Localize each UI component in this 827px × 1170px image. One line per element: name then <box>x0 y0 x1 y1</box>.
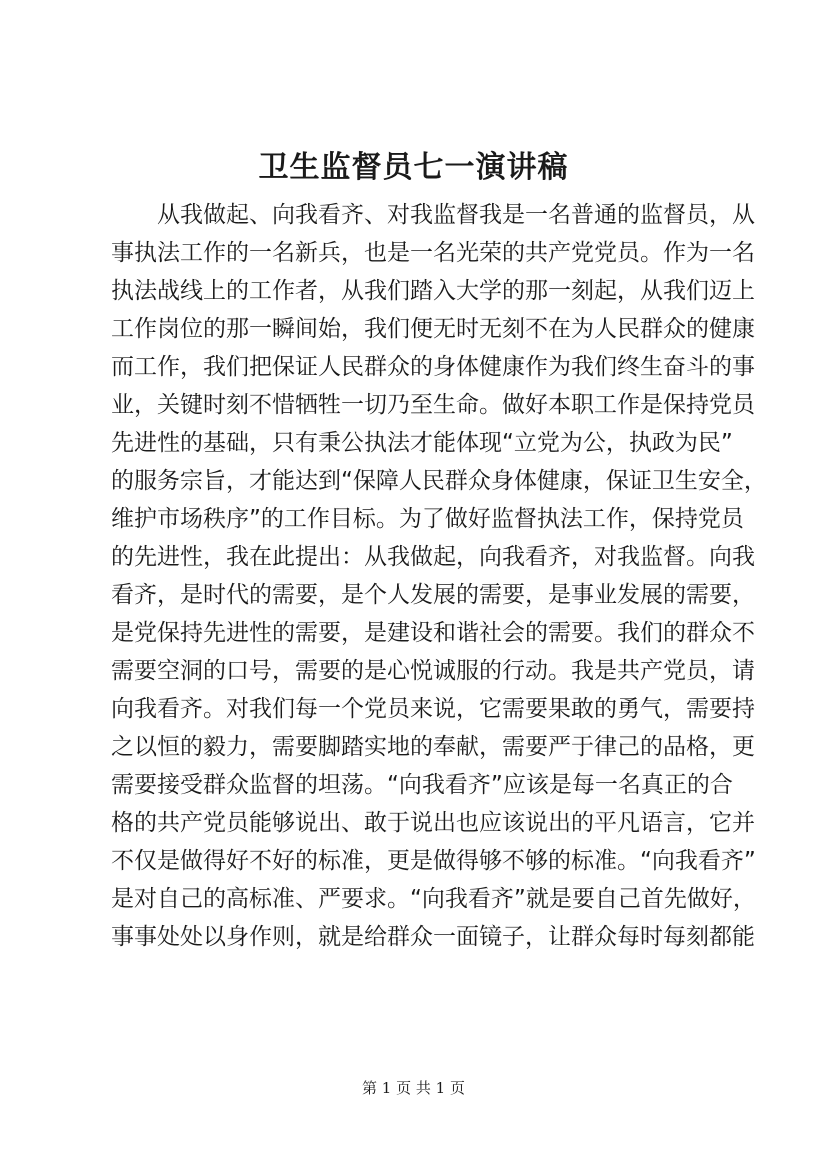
body-line: 是党保持先进性的需要，是建设和谐社会的需要。我们的群众不 <box>111 620 755 646</box>
body-line: 格的共产党员能够说出、敢于说出也应该说出的平凡语言，它并 <box>111 810 755 836</box>
body-line: 看齐，是时代的需要，是个人发展的需要，是事业发展的需要， <box>111 582 755 608</box>
body-line: 需要空洞的口号，需要的是心悦诚服的行动。我是共产党员，请 <box>111 658 755 684</box>
body-line: 执法战线上的工作者，从我们踏入大学的那一刻起，从我们迈上 <box>111 278 755 304</box>
document-title: 卫生监督员七一演讲稿 <box>258 150 569 185</box>
body-line: 工作岗位的那一瞬间始，我们便无时无刻不在为人民群众的健康 <box>111 316 755 342</box>
body-line: 的先进性，我在此提出：从我做起，向我看齐，对我监督。向我 <box>111 544 755 570</box>
body-line: 业，关键时刻不惜牺牲一切乃至生命。做好本职工作是保持党员 <box>111 392 755 418</box>
body-line: 需要接受群众监督的坦荡。“向我看齐”应该是每一名真正的合 <box>111 772 733 798</box>
body-line: 从我做起、向我看齐、对我监督我是一名普通的监督员，从 <box>157 202 755 228</box>
page-number-footer: 第 1 页 共 1 页 <box>362 1079 465 1097</box>
body-line: 而工作，我们把保证人民群众的身体健康作为我们终生奋斗的事 <box>111 354 755 380</box>
body-line: 事执法工作的一名新兵，也是一名光荣的共产党党员。作为一名 <box>111 240 755 266</box>
body-line: 是对自己的高标准、严要求。“向我看齐”就是要自己首先做好， <box>111 886 756 912</box>
body-line: 向我看齐。对我们每一个党员来说，它需要果敢的勇气，需要持 <box>111 696 755 722</box>
body-line: 之以恒的毅力，需要脚踏实地的奉献，需要严于律己的品格，更 <box>111 734 755 760</box>
body-line: 的服务宗旨，才能达到“保障人民群众身体健康，保证卫生安全， <box>111 468 767 494</box>
body-line: 先进性的基础，只有秉公执法才能体现“立党为公，执政为民” <box>111 430 733 456</box>
body-line: 事事处处以身作则，就是给群众一面镜子，让群众每时每刻都能 <box>111 924 755 950</box>
body-line: 维护市场秩序”的工作目标。为了做好监督执法工作，保持党员 <box>111 506 744 532</box>
body-line: 不仅是做得好不好的标准，更是做得够不够的标准。“向我看齐” <box>111 848 756 874</box>
